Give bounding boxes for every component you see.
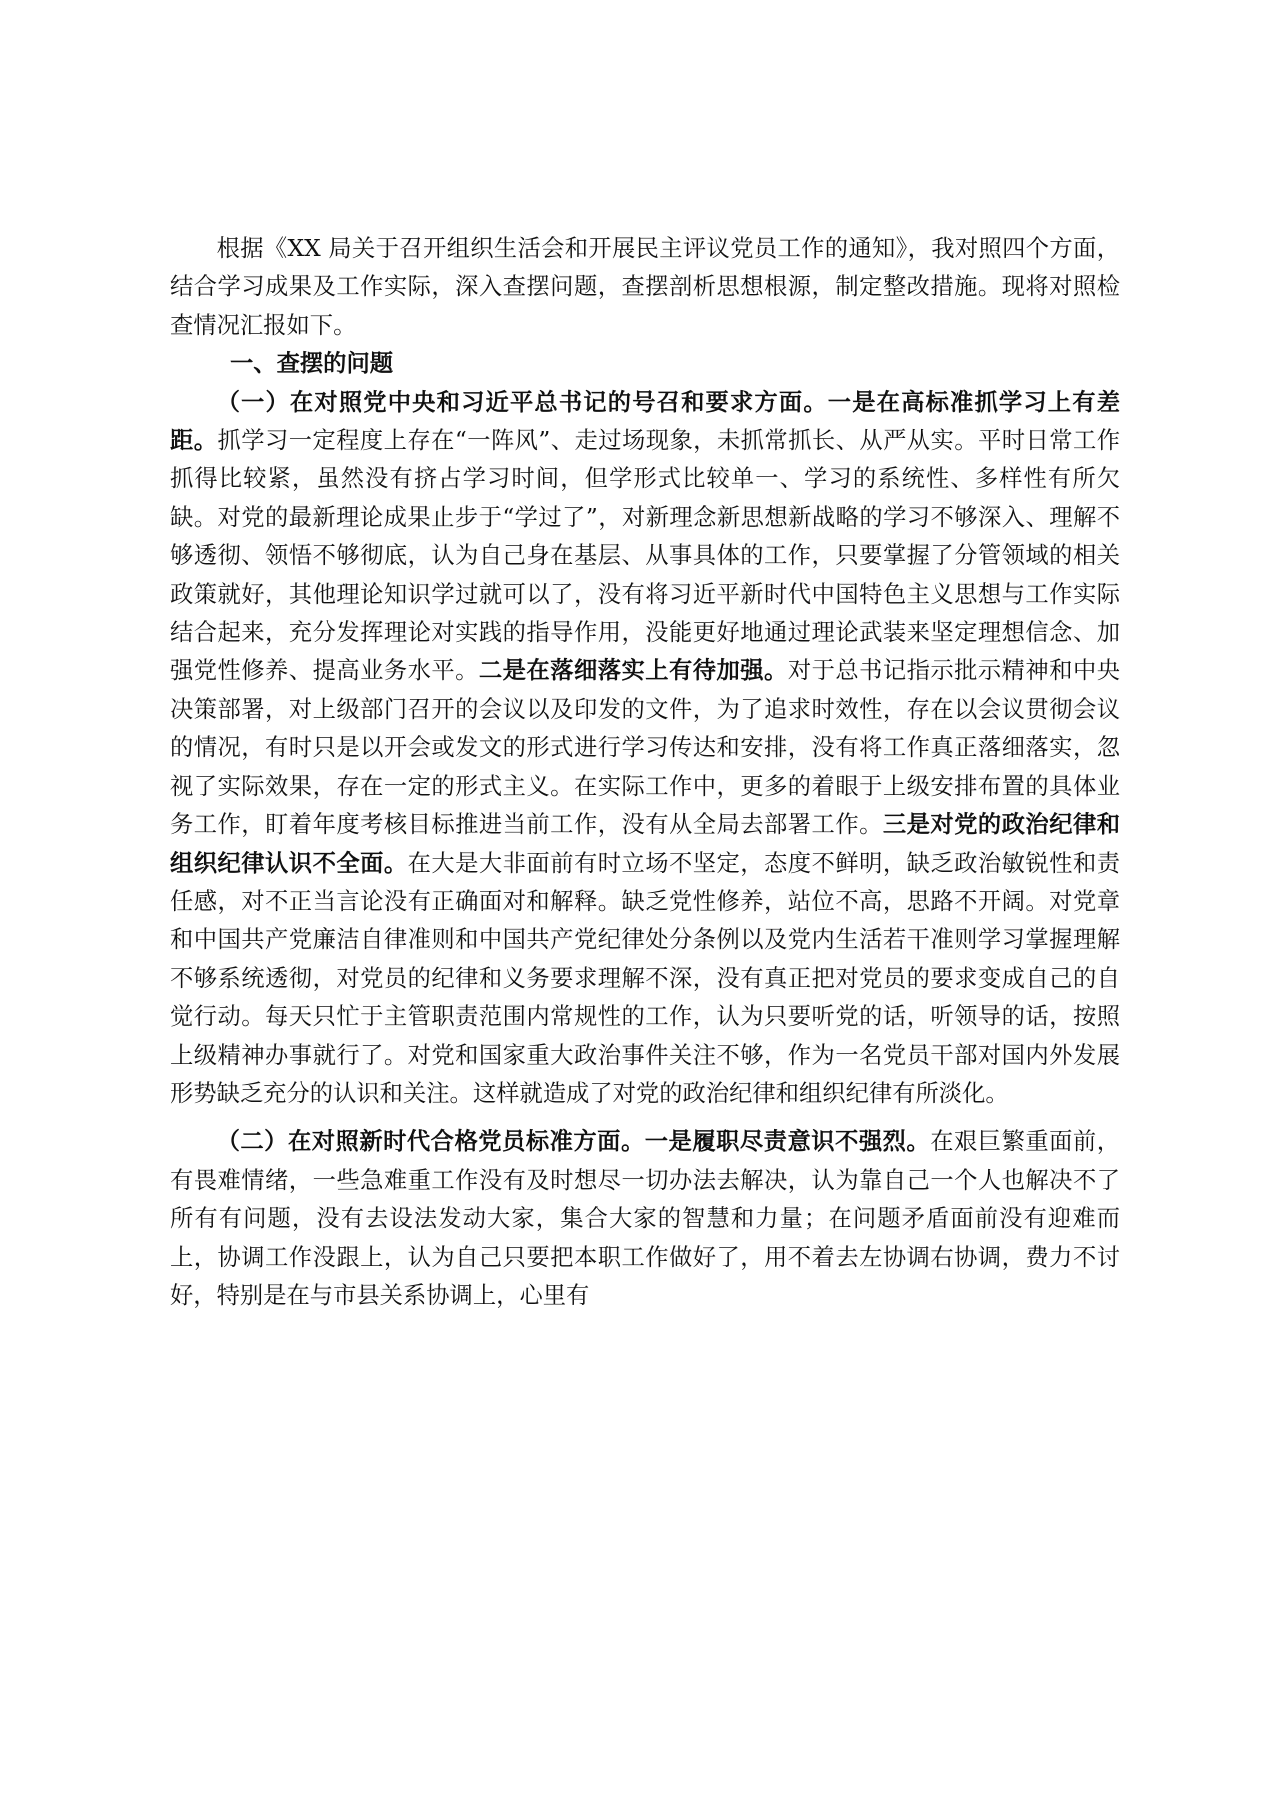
body-text-2: 对于总书记指示批示精神和中央决策部署，对上级部门召开的会议以及印发的文件，为了追求时效性，存在以会议贯彻会议的情况，有时只是以开会或发文的形式进行学习传达和安排，没有将工作真正落细落实，忽视了实际效果，存在一定的形式主义。在实际工作中，更多的着眼于上级安排布置的具体业务工作，盯着年度考核目标推进当前工作，没有从全局去部署工作。 [170,657,1121,839]
paragraph-central-requirements [170,384,1120,1114]
body-text-4: 在艰巨繁重面前，有畏难情绪，一些急难重工作没有及时想尽一切办法去解决，认为靠自己一个人也解决不了所有有问题，没有去设法发动大家，集合大家的智慧和力量；在问题矛盾面前没有迎难而上，协调工作没跟上，认为自己只要把本职工作做好了，用不着去左协调右协调，费力不讨好，特别是在与市县关系协调上，心里有 [170,1128,1121,1309]
paragraph-party-member-standards [170,1123,1120,1315]
bold-lead-1: （一）在对照党中央和习近平总书记的号召和要求方面。一是在高标准抓学习上有差距。 [170,388,1120,455]
intro-paragraph: 根据《XX 局关于召开组织生活会和开展民主评议党员工作的通知》，我对照四个方面，结合学习成果及工作实际，深入查摆问题，查摆剖析思想根源，制定整改措施。现将对照检查情况汇报如下。 [170,235,1120,339]
document-page [170,230,1120,1315]
body-text-1: 抓学习一定程度上存在“一阵风”、走过场现象，未抓常抓长、从严从实。平时日常工作抓得比较紧，虽然没有挤占学习时间，但学形式比较单一、学习的系统性、多样性有所欠缺。对党的最新理论成果止步于“学过了”，对新理念新思想新战略的学习不够深入、理解不够透彻、领悟不够彻底，认为自己身在基层、从事具体的工作，只要掌握了分管领域的相关政策就好，其他理论知识学过就可以了，没有将习近平新时代中国特色主义思想与工作实际结合起来，充分发挥理论对实践的指导作用，没能更好地通过理论武装来坚定理想信念、加强党性修养、提高业务水平。 [170,427,1121,685]
bold-lead-3: 三是对党的政治纪律和组织纪律认识不全面。 [170,811,1121,877]
bold-lead-2: 二是在落细落实上有待加强。 [478,657,788,685]
bold-lead-4: （二）在对照新时代合格党员标准方面。一是履职尽责意识不强烈。 [216,1128,931,1156]
body-text-3: 在大是大非面前有时立场不坚定，态度不鲜明，缺乏政治敏锐性和责任感，对不正当言论没有正确面对和解释。缺乏党性修养，站位不高，思路不开阔。对党章和中国共产党廉洁自律准则和中国共产党纪律处分条例以及党内生活若干准则学习掌握理解不够系统透彻，对党员的纪律和义务要求理解不深，没有真正把对党员的要求变成自己的自觉行动。每天只忙于主管职责范围内常规性的工作，认为只要听党的话，听领导的话，按照上级精神办事就行了。对党和国家重大政治事件关注不够，作为一名党员干部对国内外发展形势缺乏充分的认识和关注。这样就造成了对党的政治纪律和组织纪律有所淡化。 [170,849,1121,1107]
section-heading-problems: 一、查摆的问题 [230,350,394,378]
